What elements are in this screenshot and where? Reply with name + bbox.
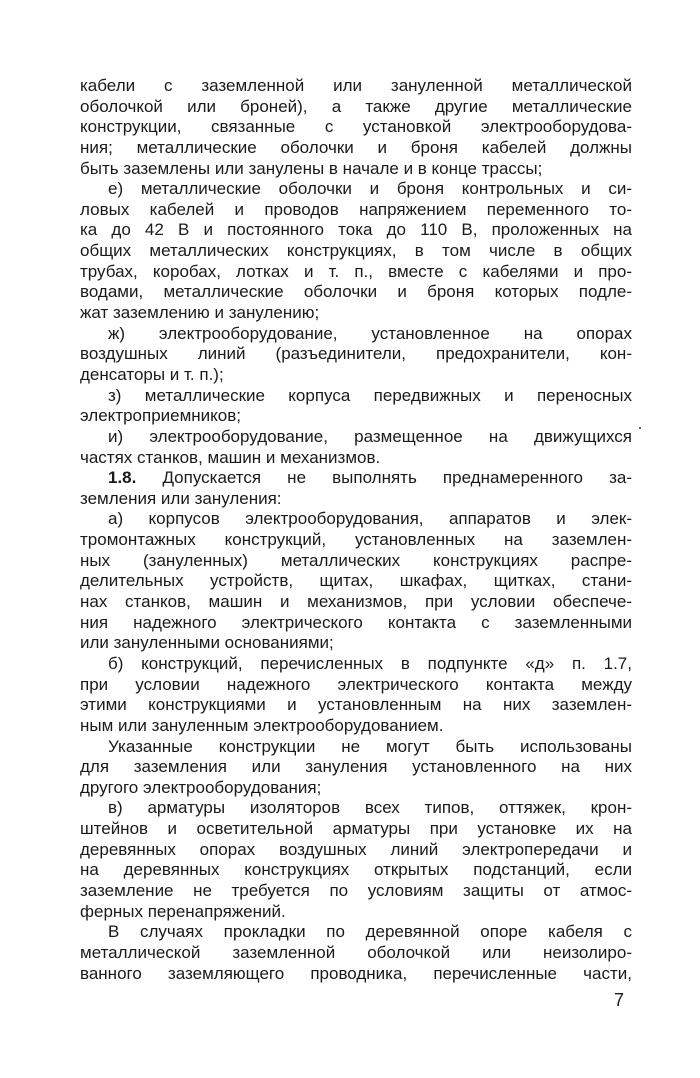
text-line: общих металлических конструкциях, в том числе в общих xyxy=(80,241,632,261)
text-line: деревянных опорах воздушных линий электропередачи и xyxy=(80,839,632,859)
paragraph xyxy=(80,179,632,323)
text-line: ния; металлические оболочки и броня кабелей должны xyxy=(80,137,632,157)
paragraph xyxy=(80,468,632,509)
text-line: для заземления или зануления установленного на них xyxy=(80,757,632,777)
text-line: ванного заземляющего проводника, перечисленные части, xyxy=(80,963,632,983)
text-line: при условии надежного электрического контакта между xyxy=(80,674,632,694)
text-line: нах станков, машин и механизмов, при условии обеспече- xyxy=(80,592,632,612)
text-line: этими конструкциями и установленным на них заземлен- xyxy=(80,695,632,715)
page-body-text xyxy=(80,76,632,984)
text-line xyxy=(80,468,632,489)
text-line: б) конструкций, перечисленных в подпункте «д» п. 1.7, xyxy=(108,653,632,673)
text-line: конструкции, связанные с установкой электрооборудова- xyxy=(80,117,632,137)
text-line: другого электрооборудования; xyxy=(80,777,322,797)
text-line: ных (зануленных) металлических конструкциях распре- xyxy=(80,550,632,570)
text-line: а) корпусов электрооборудования, аппаратов и элек- xyxy=(108,509,632,529)
text-line: В случаях прокладки по деревянной опоре кабеля с xyxy=(108,922,632,942)
text-line: или зануленными основаниями; xyxy=(80,633,334,653)
paragraph xyxy=(80,76,632,179)
text-line: электроприемников; xyxy=(80,406,242,426)
text-line: в) арматуры изоляторов всех типов, оттяжек, крон- xyxy=(108,798,632,818)
paragraph xyxy=(80,922,632,984)
text-line: частях станков, машин и механизмов. xyxy=(80,447,381,467)
text-line: денсаторы и т. п.); xyxy=(80,364,224,384)
paragraph xyxy=(80,509,632,653)
paragraph xyxy=(80,737,632,799)
text-line: земления или зануления: xyxy=(80,488,282,508)
text-line: ловых кабелей и проводов напряжением переменного то- xyxy=(80,199,632,219)
text-line: ка до 42 В и постоянного тока до 110 В, проложенных на xyxy=(80,220,632,240)
text-line: кабели с заземленной или зануленной металлической xyxy=(80,76,632,95)
paragraph xyxy=(80,324,632,386)
paragraph xyxy=(80,798,632,922)
text-line: на деревянных конструкциях открытых подстанций, если xyxy=(80,860,632,880)
scan-speck xyxy=(639,427,641,429)
text-line: ным или зануленным электрооборудованием. xyxy=(80,715,444,735)
page-number: 7 xyxy=(614,990,625,1010)
text-line: з) металлические корпуса передвижных и переносных xyxy=(108,385,632,405)
text-line: трубах, коробах, лотках и т. п., вместе с кабелями и про- xyxy=(80,261,632,281)
section-number: 1.8. xyxy=(108,468,137,488)
line-text: Допускается не выполнять преднамеренного за- xyxy=(136,468,632,488)
text-line: тромонтажных конструкций, установленных на заземлен- xyxy=(80,530,632,550)
text-line: заземление не требуется по условиям защиты от атмос- xyxy=(80,880,632,900)
text-line: ния надежного электрического контакта с заземленными xyxy=(80,612,632,632)
text-line: жат заземлению и занулению; xyxy=(80,303,320,323)
text-line: штейнов и осветительной арматуры при установке их на xyxy=(80,819,632,839)
text-line: е) металлические оболочки и броня контрольных и си- xyxy=(108,179,632,199)
text-line: делительных устройств, щитах, шкафах, щитках, стани- xyxy=(80,571,632,591)
text-line: металлической заземленной оболочкой или неизолиро- xyxy=(80,942,632,962)
text-line: ферных перенапряжений. xyxy=(80,901,286,921)
text-line: быть заземлены или занулены в начале и в конце трассы; xyxy=(80,158,543,178)
text-line: оболочкой или броней), а также другие металлические xyxy=(80,96,632,116)
paragraph xyxy=(80,427,632,468)
text-line: Указанные конструкции не могут быть использованы xyxy=(108,736,632,756)
text-line: ж) электрооборудование, установленное на опорах xyxy=(108,323,632,343)
paragraph xyxy=(80,654,632,737)
text-line: воздушных линий (разъединители, предохранители, кон- xyxy=(80,344,632,364)
text-line: водами, металлические оболочки и броня которых подле- xyxy=(80,282,632,302)
paragraph xyxy=(80,386,632,427)
text-line: и) электрооборудование, размещенное на движущихся xyxy=(108,426,632,446)
